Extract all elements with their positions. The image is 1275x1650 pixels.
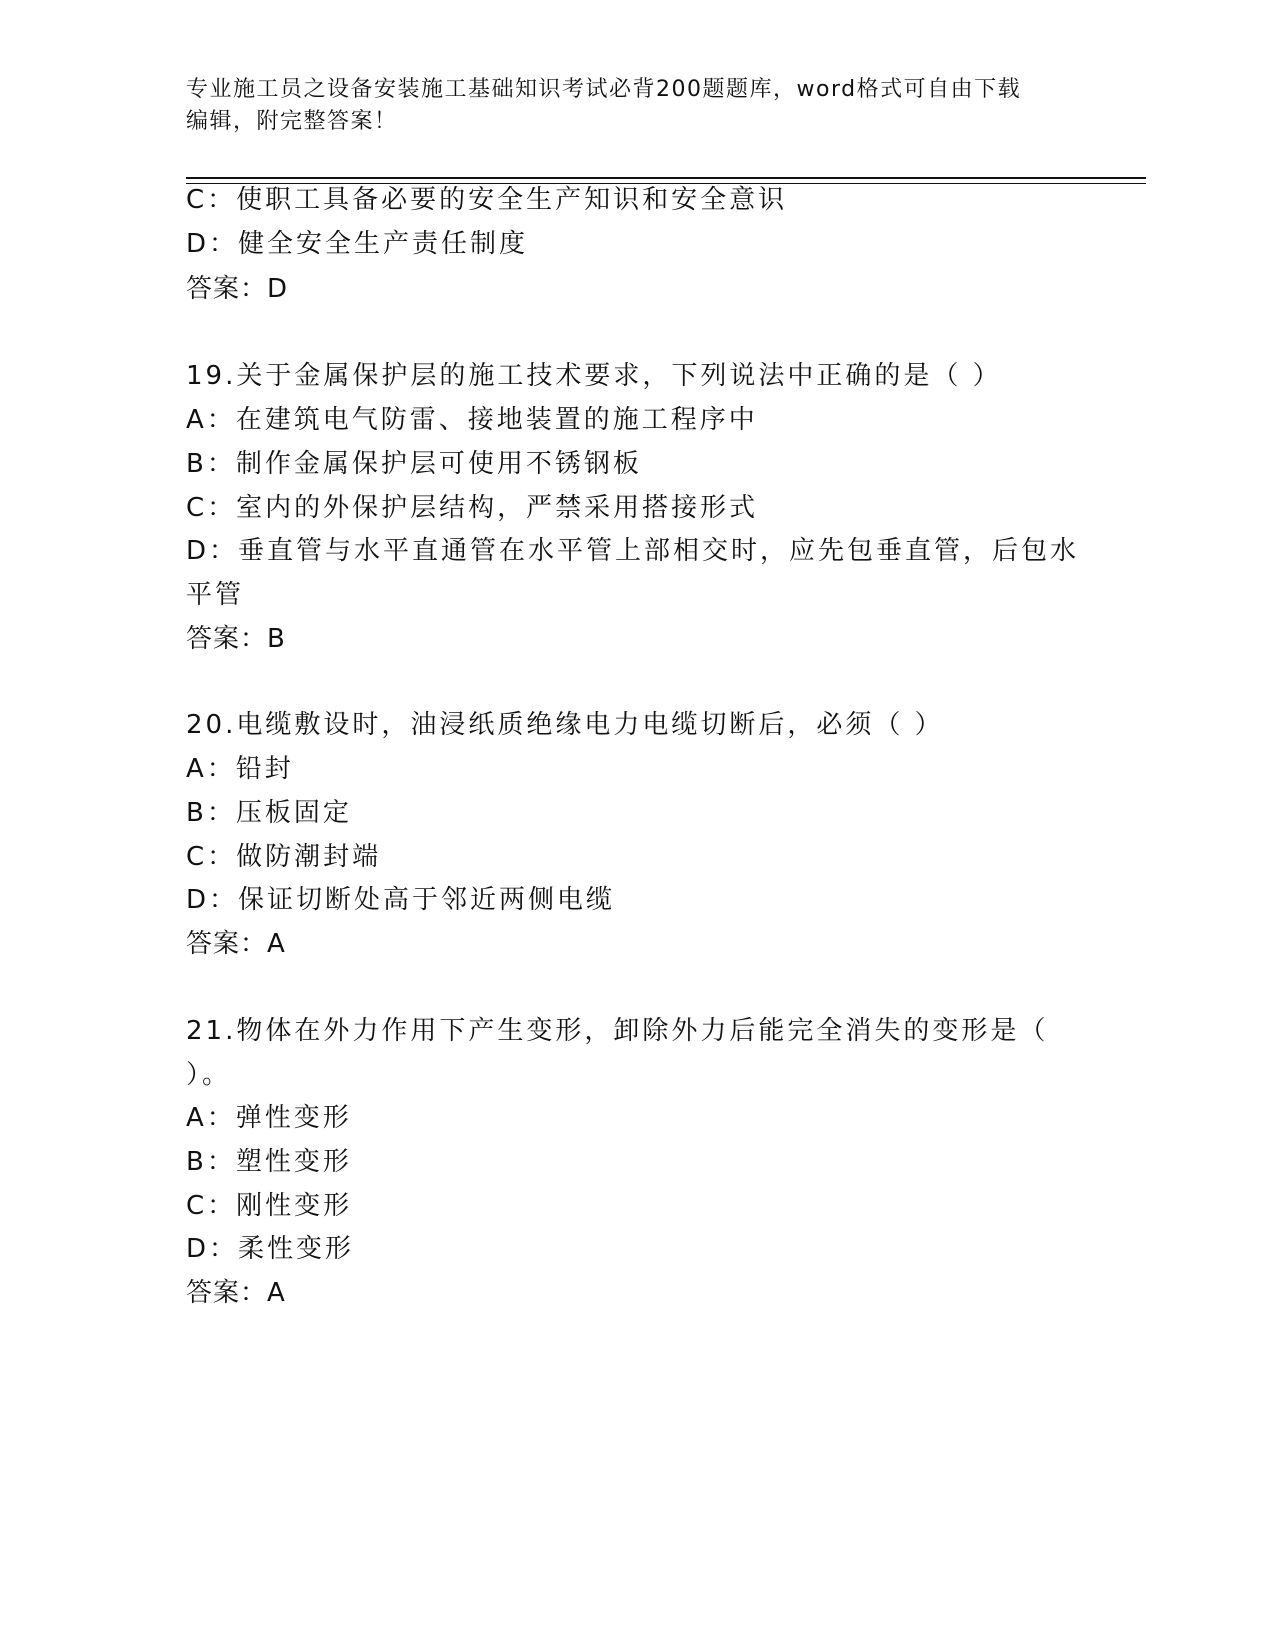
q20-answer: 答案：A — [186, 929, 286, 959]
q19-option-b: B：制作金属保护层可使用不锈钢板 — [186, 449, 642, 479]
q19-option-a: A：在建筑电气防雷、接地装置的施工程序中 — [186, 405, 758, 435]
q20-question: 20.电缆敷设时，油浸纸质绝缘电力电缆切断后，必须（ ） — [186, 710, 944, 740]
header-rule-thick — [186, 177, 1146, 179]
document-header — [186, 74, 1086, 138]
q20-option-a: A：铅封 — [186, 754, 294, 784]
header-title-line1: 专业施工员之设备安装施工基础知识考试必背200题题库，word格式可自由下载 — [186, 77, 1022, 102]
q19-option-d-line2: 平管 — [186, 580, 245, 610]
q19-question: 19.关于金属保护层的施工技术要求，下列说法中正确的是（ ） — [186, 361, 1002, 391]
q21-option-b: B：塑性变形 — [186, 1147, 352, 1177]
prev-option-c: C：使职工具备必要的安全生产知识和安全意识 — [186, 185, 788, 215]
q20-option-d: D：保证切断处高于邻近两侧电缆 — [186, 885, 616, 915]
q21-answer: 答案：A — [186, 1278, 286, 1308]
q19-option-c: C：室内的外保护层结构，严禁采用搭接形式 — [186, 493, 759, 523]
prev-option-d: D：健全安全生产责任制度 — [186, 229, 529, 259]
q21-option-c: C：刚性变形 — [186, 1191, 353, 1221]
q21-question-line1: 21.物体在外力作用下产生变形，卸除外力后能完全消失的变形是（ — [186, 1016, 1049, 1046]
q21-option-d: D：柔性变形 — [186, 1234, 355, 1264]
q19-answer: 答案：B — [186, 624, 286, 654]
q20-option-c: C：做防潮封端 — [186, 842, 382, 872]
prev-answer: 答案：D — [186, 274, 289, 304]
q21-question-line2: ）。 — [186, 1060, 232, 1090]
header-title-line2: 编辑，附完整答案！ — [186, 109, 398, 134]
q20-option-b: B：压板固定 — [186, 798, 352, 828]
q21-option-a: A：弹性变形 — [186, 1103, 352, 1133]
q19-option-d-line1: D：垂直管与水平直通管在水平管上部相交时，应先包垂直管，后包水 — [186, 536, 1080, 566]
